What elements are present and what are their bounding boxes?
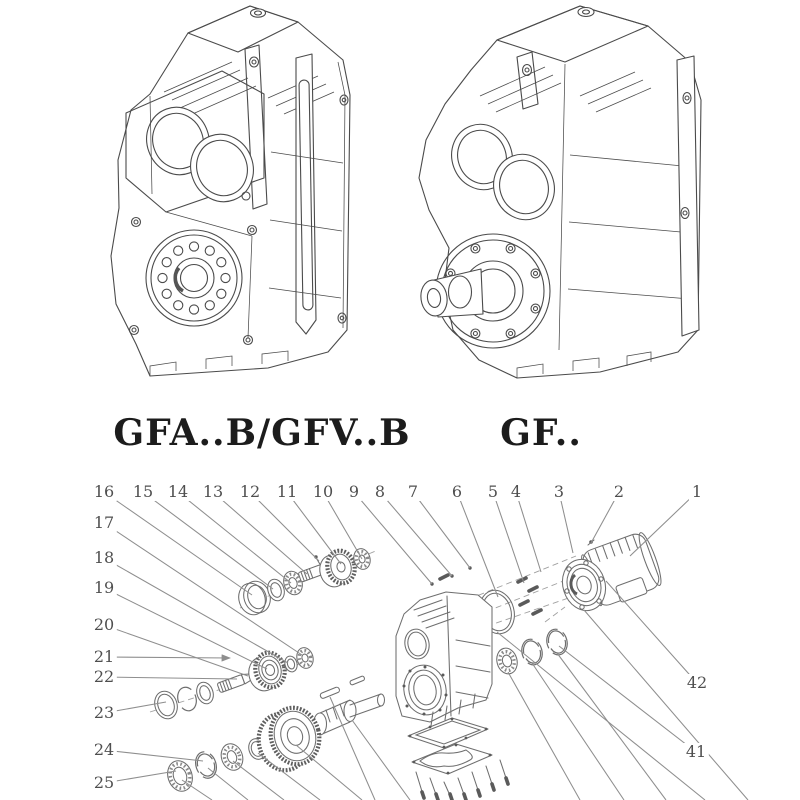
- callout-number-19: 19: [91, 579, 117, 597]
- leader-line-15: [143, 492, 273, 589]
- callout-number-11: 11: [274, 483, 300, 501]
- model-label-gfab: GFA..B/GFV..B: [113, 412, 411, 454]
- callout-number-14: 14: [165, 483, 191, 501]
- electric-motor: [556, 530, 666, 616]
- leader-line-8: [380, 492, 452, 576]
- callout-number-3: 3: [551, 483, 567, 501]
- leader-line-21: [104, 657, 230, 658]
- leader-line-3: [559, 492, 573, 553]
- oil-pan: [412, 744, 492, 775]
- rear-bearing-set: [494, 627, 570, 676]
- callout-number-12: 12: [237, 483, 263, 501]
- leader-line-4: [516, 492, 541, 572]
- callout-number-41: 41: [683, 743, 709, 761]
- callout-number-42: 42: [684, 674, 710, 692]
- callout-number-21: 21: [91, 648, 117, 666]
- callout-number-1: 1: [689, 483, 705, 501]
- input-shaft-assembly: [235, 547, 373, 618]
- callout-number-18: 18: [91, 549, 117, 567]
- leader-line-22: [104, 677, 237, 679]
- callout-number-20: 20: [91, 616, 117, 634]
- callout-number-8: 8: [372, 483, 388, 501]
- callout-number-17: 17: [91, 514, 117, 532]
- oil-pan-gasket: [408, 718, 488, 749]
- output-shaft-assembly: [164, 702, 326, 794]
- leader-line-1: [630, 492, 697, 556]
- model-label-gf: GF..: [500, 412, 582, 454]
- callout-number-6: 6: [449, 483, 465, 501]
- callout-number-23: 23: [91, 704, 117, 722]
- leader-line-20: [104, 625, 248, 676]
- callout-number-5: 5: [485, 483, 501, 501]
- callout-number-7: 7: [405, 483, 421, 501]
- leader-line-16: [104, 492, 252, 595]
- leader-line-6: [457, 492, 498, 597]
- callout-number-9: 9: [346, 483, 362, 501]
- gearbox-housing: [396, 592, 492, 726]
- leader-line-24: [104, 750, 203, 761]
- leader-line-11: [287, 492, 341, 564]
- leader-line-14: [178, 492, 291, 583]
- leader-line-9: [354, 492, 432, 584]
- callout-number-15: 15: [130, 483, 156, 501]
- callout-number-4: 4: [508, 483, 524, 501]
- leader-line-12: [250, 492, 319, 561]
- leader-line-42: [606, 581, 697, 683]
- callout-number-16: 16: [91, 483, 117, 501]
- callout-number-10: 10: [310, 483, 336, 501]
- callout-number-2: 2: [611, 483, 627, 501]
- callout-number-22: 22: [91, 668, 117, 686]
- callout-number-13: 13: [200, 483, 226, 501]
- callout-number-24: 24: [91, 741, 117, 759]
- leader-line-5: [493, 492, 524, 583]
- leader-line-13: [213, 492, 307, 574]
- callout-number-25: 25: [91, 774, 117, 792]
